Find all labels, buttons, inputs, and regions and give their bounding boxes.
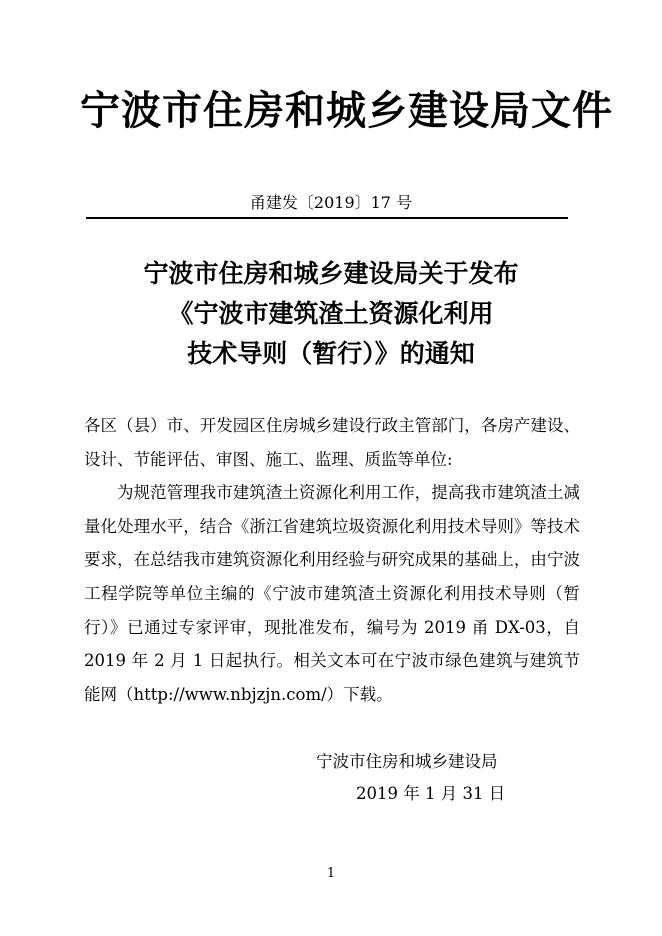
page-number: 1 (326, 866, 336, 881)
document-header-title: 宁波市住房和城乡建设局文件 (80, 87, 613, 134)
notice-title-line-3: 技术导则（暂行）》的通知 (187, 339, 475, 368)
notice-title-line-2: 《宁波市建筑渣土资源化利用 (168, 299, 494, 328)
issue-date: 2019 年 1 月 31 日 (356, 784, 506, 803)
addressee-paragraph: 各区（县）市、开发园区住房城乡建设行政主管部门，各房产建设、设计、节能评估、审图、施工、监理、质监等单位: (84, 416, 580, 469)
document-number: 甬建发〔2019〕17 号 (249, 193, 413, 212)
notice-title (0, 254, 662, 374)
body-paragraph: 为规范管理我市建筑渣土资源化利用工作，提高我市建筑渣土减量化处理水平，结合《浙江省建筑垃圾资源化利用技术导则》等技术要求，在总结我市建筑资源化利用经验与研究成果的基础上，由宁波工程学院等单位主编的《宁波市建筑渣土资源化利用技术导则（暂行）》已通过专家评审，现批准发布，编号为 2019 甬 DX-03，自 2019 年 2 月 1 日起执行。相关文本可在宁波市绿色建筑与建筑节能网（http://www.nbjzjn.com/）下载。 (84, 483, 580, 704)
header-divider (86, 217, 568, 219)
notice-title-line-1: 宁波市住房和城乡建设局关于发布 (143, 259, 519, 288)
issuer-name: 宁波市住房和城乡建设局 (316, 752, 498, 771)
signature-block (316, 746, 505, 810)
notice-body (84, 409, 580, 711)
